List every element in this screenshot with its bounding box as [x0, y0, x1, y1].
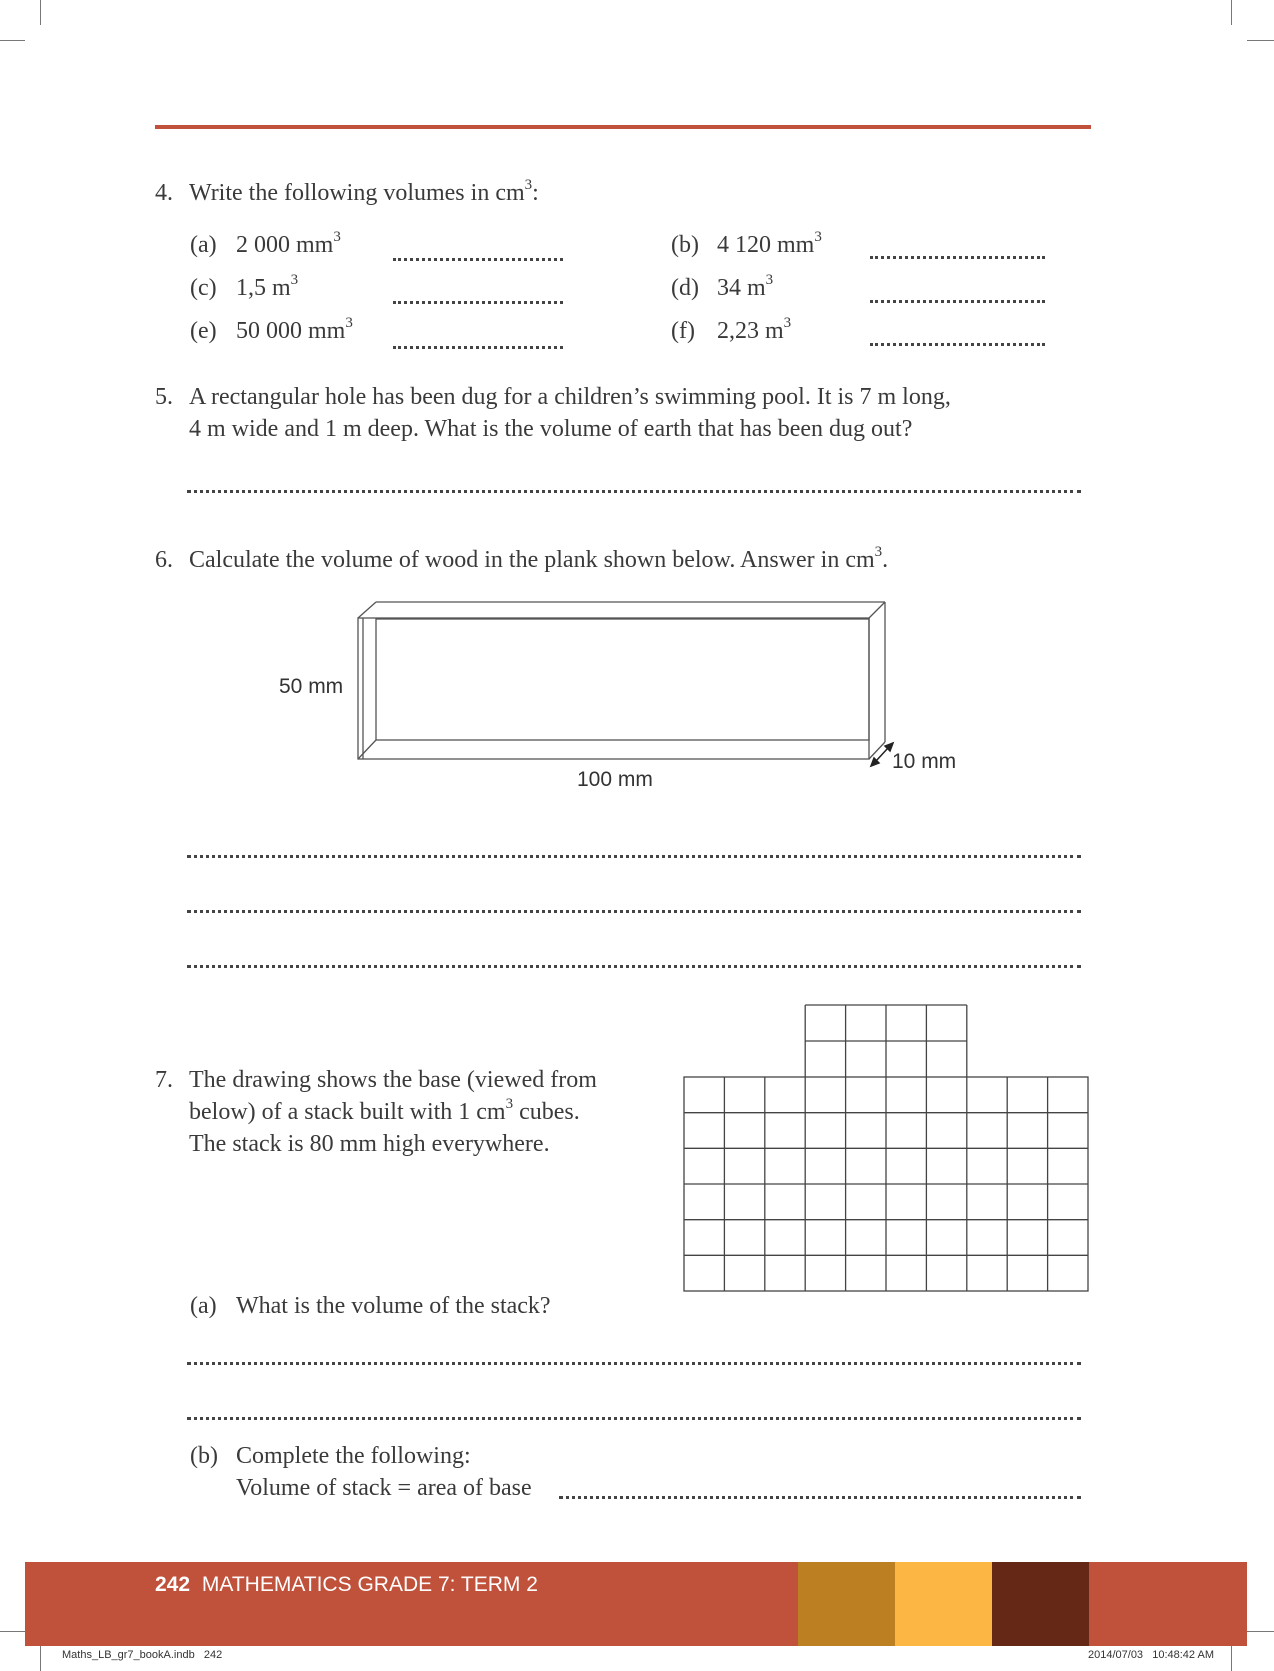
crop-mark	[40, 1646, 41, 1671]
q4-item-b: (b) 4 120 $mm^3$	[671, 229, 822, 258]
footer-swatch	[895, 1562, 992, 1646]
crop-mark	[0, 1631, 25, 1632]
footer-swatch	[992, 1562, 1089, 1646]
q4-item-c: (c) 1,5 $m^3$	[190, 272, 299, 301]
question-number: 6.	[155, 547, 173, 573]
q4-item-f: (f) 2,23 $m^3$	[671, 315, 792, 344]
question-5: 5. A rectangular hole has been dug for a children’s swimming pool. It is 7 m long, 4 m wide and 1 m deep. What is the volume of earth that has been dug out?	[155, 381, 951, 445]
question-text: Write the following volumes in cm	[189, 180, 525, 206]
question-number: 7.	[155, 1067, 173, 1093]
q4-item-a: (a) 2 000 $mm^3$	[190, 229, 341, 258]
question-number: 4.	[155, 180, 173, 206]
crop-mark	[1247, 1631, 1274, 1632]
footer-title	[155, 1573, 538, 1597]
answer-line[interactable]	[559, 1496, 1081, 1499]
q7-part-a: (a) What is the volume of the stack?	[190, 1293, 551, 1319]
question-7: 7. The drawing shows the base (viewed from below) of a stack built with 1 $cm^3$ cubes. The stack is 80 mm high everywhere.	[155, 1064, 597, 1160]
question-6: 6. Calculate the volume of wood in the plank shown below. Answer in $cm^3$.	[155, 544, 888, 576]
q4-item-d: (d) 34 $m^3$	[671, 272, 774, 301]
page-number: 242	[155, 1573, 191, 1596]
q4-item-e: (e) 50 000 $mm^3$	[190, 315, 353, 344]
crop-mark	[1231, 1646, 1232, 1671]
question-4: 4. Write the following volumes in $cm^3$:	[155, 177, 539, 209]
depth-label: 10 mm	[892, 750, 957, 773]
length-label: 100 mm	[577, 768, 653, 791]
answer-line[interactable]	[187, 1417, 1081, 1420]
slug-left: Maths_LB_gr7_bookA.indb 242	[62, 1649, 223, 1661]
question-number: 5.	[155, 384, 173, 410]
book-title: MATHEMATICS GRADE 7: TERM 2	[201, 1573, 538, 1596]
footer-swatch	[798, 1562, 895, 1646]
slug-right: 2014/07/03 10:48:42 AM	[1088, 1649, 1214, 1661]
answer-line[interactable]	[187, 1362, 1081, 1365]
q7-part-b: (b) Complete the following: Volume of stack = area of base	[190, 1443, 532, 1501]
height-label: 50 mm	[279, 675, 344, 698]
